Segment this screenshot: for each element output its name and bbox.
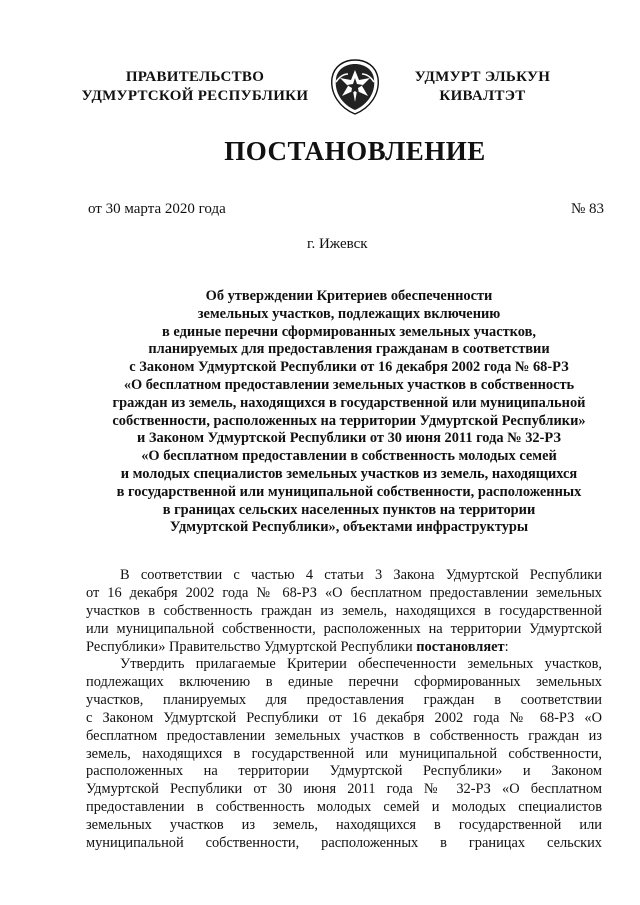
paragraph-line: от 16 декабря 2002 года № 68-РЗ «О бесплатном предоставлении земельных: [86, 584, 602, 601]
document-subject: [88, 288, 610, 537]
paragraph-line: муниципальной собственности, расположенных в границах сельских: [86, 835, 602, 852]
header-right-line-1: УДМУРТ ЭЛЬКУН: [414, 69, 551, 85]
paragraph-line: земель, находящихся в государственной или муниципальной собственности,: [86, 745, 602, 762]
subject-line: «О бесплатном предоставлении земельных участков в собственность: [123, 376, 575, 393]
resolves-keyword: постановляет: [416, 638, 505, 655]
colon: :: [504, 638, 509, 655]
document-title: ПОСТАНОВЛЕНИЕ: [224, 136, 486, 166]
preamble-text: Республики» Правительство Удмуртской Республики: [86, 638, 417, 655]
subject-line: в единые перечни сформированных земельных участков,: [162, 323, 536, 340]
paragraph-line: расположенных на территории Удмуртской Республики» и Законом: [86, 763, 602, 780]
subject-line: граждан из земель, находящихся в государственной или муниципальной: [112, 394, 586, 411]
paragraph-line: земельных участков из земель, находящихся в государственной или: [86, 817, 602, 834]
paragraph-line: участков в собственность граждан из земель, находящихся в государственной: [86, 602, 602, 619]
paragraph-line: бесплатном предоставлении земельных участков в собственность граждан из: [86, 727, 602, 744]
coat-of-arms-icon: [326, 56, 384, 118]
document-city: г. Ижевск: [307, 236, 368, 252]
document-date: от 30 марта 2020 года: [88, 201, 226, 217]
paragraph-line: или муниципальной собственности, расположенных на территории Удмуртской: [86, 620, 602, 637]
paragraph-line: предоставлении в собственность молодых семей и молодых специалистов: [86, 799, 602, 816]
subject-line: собственности, расположенных на территории Удмуртской Республики»: [112, 412, 586, 429]
paragraph-line: подлежащих включению в единые перечни сформированных земельных: [86, 673, 602, 690]
document-number: № 83: [571, 201, 605, 217]
government-name-russian: [60, 68, 330, 106]
resolution-paragraph: [86, 656, 602, 853]
subject-line: планируемых для предоставления гражданам в соответствии: [148, 341, 550, 358]
paragraph-line: участков, планируемых для предоставления граждан в соответствии: [86, 691, 602, 708]
subject-line: «О бесплатном предоставлении в собственность молодых семей: [141, 448, 557, 465]
preamble-paragraph: [86, 567, 602, 657]
subject-line: земельных участков, подлежащих включению: [197, 305, 501, 322]
paragraph-line: Удмуртской Республики от 30 июня 2011 года № 32-РЗ «О бесплатном: [86, 781, 602, 798]
header-left-line-2: УДМУРТСКОЙ РЕСПУБЛИКИ: [81, 88, 309, 104]
subject-line: Удмуртской Республики», объектами инфраструктуры: [169, 519, 529, 536]
government-name-udmurt: [400, 68, 565, 106]
paragraph-line: с Законом Удмуртской Республики от 16 декабря 2002 года № 68-РЗ «О: [86, 709, 602, 726]
header-right-line-2: КИВАЛТЭТ: [439, 88, 526, 104]
subject-line: с Законом Удмуртской Республики от 16 декабря 2002 года № 68-РЗ: [129, 359, 569, 376]
paragraph-line: [86, 639, 602, 657]
subject-line: в государственной или муниципальной собственности, расположенных: [116, 483, 582, 500]
subject-line: Об утверждении Критериев обеспеченности: [205, 288, 493, 304]
header-left-line-1: ПРАВИТЕЛЬСТВО: [125, 69, 265, 85]
subject-line: и Законом Удмуртской Республики от 30 июня 2011 года № 32-РЗ: [137, 430, 561, 447]
paragraph-line: В соответствии с частью 4 статьи 3 Закона Удмуртской Республики: [120, 567, 602, 583]
subject-line: и молодых специалистов земельных участков из земель, находящихся: [120, 465, 578, 482]
subject-line: в границах сельских населенных пунктов на территории: [162, 501, 536, 518]
paragraph-line: Утвердить прилагаемые Критерии обеспеченности земельных участков,: [120, 656, 602, 672]
